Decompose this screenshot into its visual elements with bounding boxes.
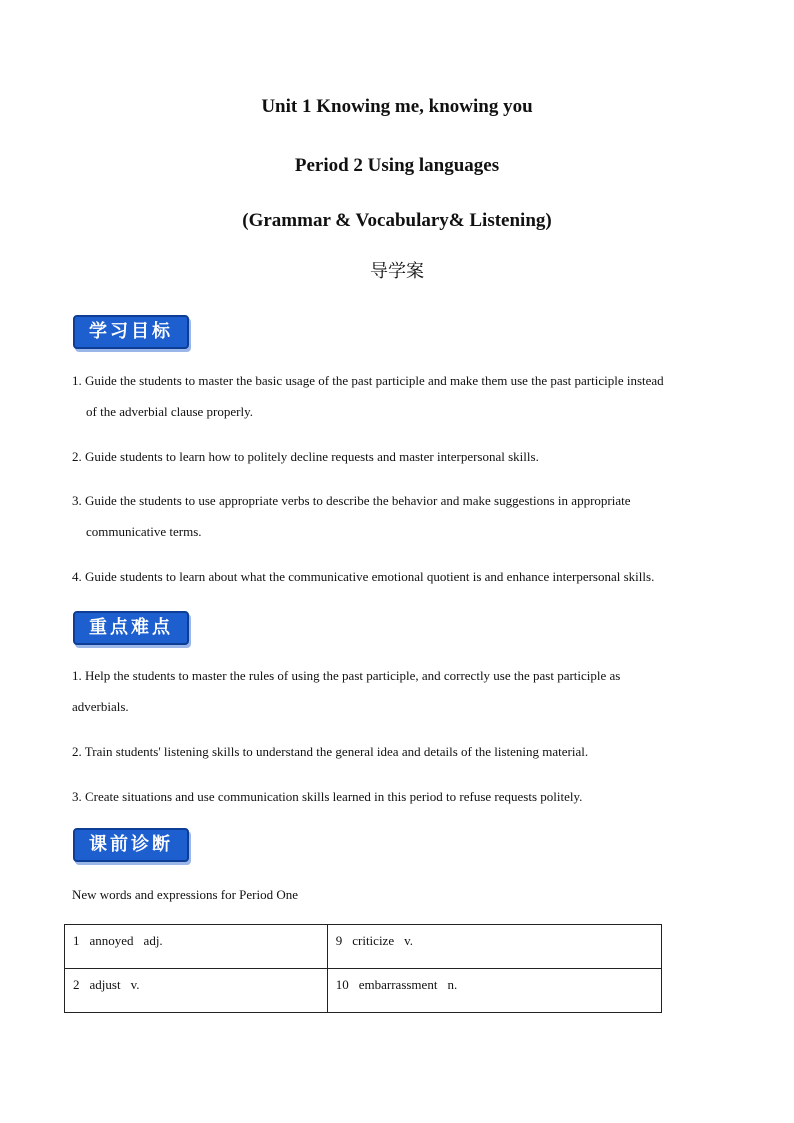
diagnosis-intro: New words and expressions for Period One [72, 887, 299, 902]
objective-item-3: 3. Guide the students to use appropriate verbs to describe the behavior and make suggestions in appropriate communicative terms. [72, 493, 631, 539]
objective-item-4: 4. Guide students to learn about what the communicative emotional quotient is and enhance interpersonal skills. [72, 569, 655, 584]
period-title: Period 2 Using languages [294, 155, 500, 176]
table-cell: 2 adjust v. [65, 969, 328, 1013]
table-cell: 9 criticize v. [327, 925, 661, 969]
unit-title: Unit 1 Knowing me, knowing you [261, 96, 533, 117]
section-badge-objectives: 学习目标 [73, 315, 189, 349]
doc-type: 导学案 [370, 261, 424, 282]
section-badge-keypoints: 重点难点 [73, 611, 189, 645]
table-row [65, 925, 662, 969]
section-badge-diagnosis: 课前诊断 [73, 828, 189, 862]
keypoint-item-3: 3. Create situations and use communication skills learned in this period to refuse requests politely. [72, 789, 583, 804]
objective-item-2: 2. Guide students to learn how to politely decline requests and master interpersonal skills. [72, 449, 539, 464]
table-cell: 1 annoyed adj. [65, 925, 328, 969]
table-cell: 10 embarrassment n. [327, 969, 661, 1013]
keypoint-item-1: 1. Help the students to master the rules of using the past participle, and correctly use the past participle as adverbials. [72, 668, 621, 714]
subtitle: (Grammar & Vocabulary& Listening) [242, 210, 552, 231]
vocabulary-table [64, 924, 662, 1013]
keypoint-item-2: 2. Train students' listening skills to understand the general idea and details of the listening material. [72, 744, 589, 759]
table-row [65, 969, 662, 1013]
objective-item-1: 1. Guide the students to master the basic usage of the past participle and make them use the past participle instead of the adverbial clause properly. [72, 373, 664, 419]
